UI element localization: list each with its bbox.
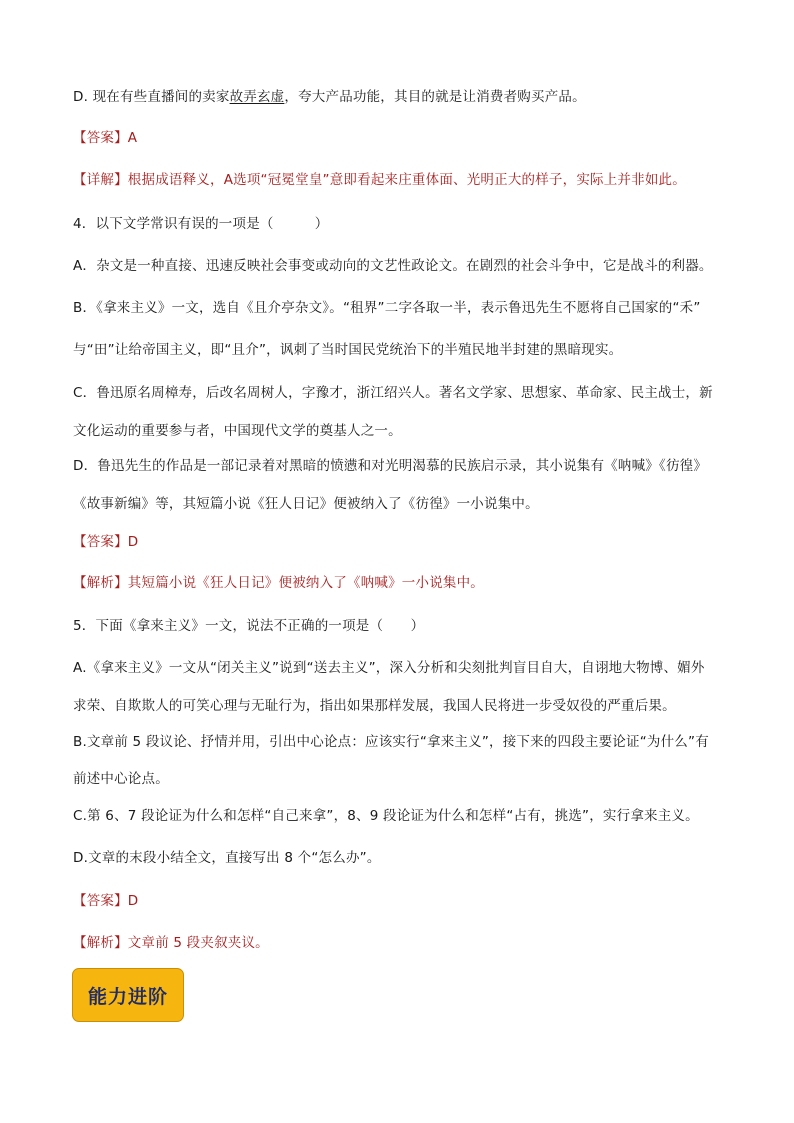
q4-option-c-line2: 文化运动的重要参与者，中国现代文学的奠基人之一。 [73, 423, 402, 439]
q5-stem: 5．下面《拿来主义》一文，说法不正确的一项是（ ） [73, 618, 425, 634]
q4-explanation: 【解析】其短篇小说《狂人日记》便被纳入了《呐喊》一小说集中。 [73, 575, 484, 591]
q5-option-b-line2: 前述中心论点。 [73, 771, 169, 787]
q3-answer: 【答案】A [73, 130, 138, 146]
q4-option-d-line2: 《故事新编》等，其短篇小说《狂人日记》便被纳入了《彷徨》一小说集中。 [73, 496, 539, 512]
q5-answer: 【答案】D [73, 893, 139, 909]
q4-option-d-line1: D．鲁迅先生的作品是一部记录着对黑暗的愤懑和对光明渴慕的民族启示录，其小说集有《呐喊》《彷徨》 [73, 458, 708, 474]
q4-option-c-line1: C．鲁迅原名周樟寿，后改名周树人，字豫才，浙江绍兴人。著名文学家、思想家、革命家、民主战士，新 [73, 385, 713, 401]
q3-option-d-pre: D. 现在有些直播间的卖家 [73, 89, 230, 105]
q3-option-d-underlined-idiom: 故弄玄虚 [229, 89, 285, 105]
q4-option-a: A．杂文是一种直接、迅速反映社会事变或动向的文艺性政论文。在剧烈的社会斗争中，它是战斗的利器。 [73, 258, 713, 274]
section-badge-label: 能力进阶 [87, 985, 168, 1008]
q4-option-b-line2: 与“田”让给帝国主义，即“且介”，讽刺了当时国民党统治下的半殖民地半封建的黑暗现实。 [73, 342, 623, 358]
q3-option-d [73, 88, 733, 106]
q5-option-d: D.文章的末段小结全文，直接写出 8 个“怎么办”。 [73, 850, 381, 866]
q5-option-c: C.第 6、7 段论证为什么和怎样“自己来拿”，8、9 段论证为什么和怎样“占有，挑选”，实行拿来主义。 [73, 808, 699, 824]
q5-option-a-line1: A.《拿来主义》一文从“闭关主义”说到“送去主义”，深入分析和尖刻批判盲目自大，自诩地大物博、媚外 [73, 660, 705, 676]
q4-answer: 【答案】D [73, 534, 139, 550]
q5-explanation: 【解析】文章前 5 段夹叙夹议。 [73, 935, 269, 951]
q4-option-b-line1: B．《拿来主义》一文，选自《且介亭杂文》。“租界”二字各取一半，表示鲁迅先生不愿将自己国家的“禾” [73, 300, 701, 316]
q5-option-a-line2: 求荣、自欺欺人的可笑心理与无耻行为，指出如果那样发展，我国人民将进一步受奴役的严重后果。 [73, 698, 676, 714]
q4-stem: 4．以下文学常识有误的一项是（ ） [73, 216, 329, 232]
q5-option-b-line1: B.文章前 5 段议论、抒情并用，引出中心论点：应该实行“拿来主义”，接下来的四段主要论证“为什么”有 [73, 734, 709, 750]
q3-explanation: 【详解】根据成语释义，A选项“冠冕堂皇”意即看起来庄重体面、光明正大的样子，实际上并非如此。 [73, 172, 686, 188]
q3-option-d-post: ，夸大产品功能，其目的就是让消费者购买产品。 [284, 89, 586, 105]
section-badge [72, 968, 184, 1022]
